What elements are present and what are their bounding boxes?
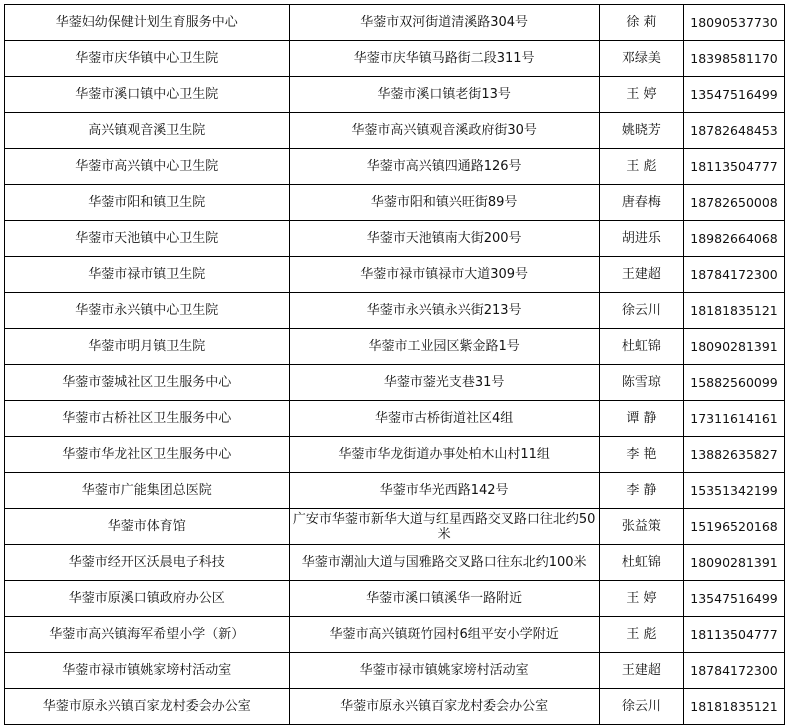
table-body — [5, 5, 785, 725]
contact-person-cell: 王建超 — [599, 257, 683, 293]
address-cell: 华蓥市禄市镇禄市大道309号 — [289, 257, 599, 293]
address-cell: 华蓥市华光西路142号 — [289, 473, 599, 509]
site-name-cell: 华蓥市天池镇中心卫生院 — [5, 221, 290, 257]
phone-cell: 18784172300 — [684, 653, 785, 689]
phone-cell: 18090281391 — [684, 329, 785, 365]
phone-cell: 15882560099 — [684, 365, 785, 401]
phone-cell: 17311614161 — [684, 401, 785, 437]
contact-person-cell: 唐春梅 — [599, 185, 683, 221]
address-cell: 华蓥市潮汕大道与国雅路交叉路口往东北约100米 — [289, 545, 599, 581]
site-name-cell: 华蓥市庆华镇中心卫生院 — [5, 41, 290, 77]
contact-person-cell: 邓绿美 — [599, 41, 683, 77]
site-name-cell: 华蓥市高兴镇中心卫生院 — [5, 149, 290, 185]
contact-person-cell: 王 婷 — [599, 581, 683, 617]
table-row — [5, 545, 785, 581]
table-row — [5, 365, 785, 401]
site-name-cell: 华蓥市阳和镇卫生院 — [5, 185, 290, 221]
address-cell: 华蓥市华龙街道办事处柏木山村11组 — [289, 437, 599, 473]
address-cell: 华蓥市蓥光支巷31号 — [289, 365, 599, 401]
contact-person-cell: 李 艳 — [599, 437, 683, 473]
table-row — [5, 617, 785, 653]
phone-cell: 18090281391 — [684, 545, 785, 581]
contact-person-cell: 李 静 — [599, 473, 683, 509]
address-cell: 华蓥市天池镇南大街200号 — [289, 221, 599, 257]
table-row — [5, 437, 785, 473]
site-name-cell: 华蓥市禄市镇姚家塝村活动室 — [5, 653, 290, 689]
phone-cell: 18090537730 — [684, 5, 785, 41]
phone-cell: 18782650008 — [684, 185, 785, 221]
table-row — [5, 5, 785, 41]
site-name-cell: 华蓥市蓥城社区卫生服务中心 — [5, 365, 290, 401]
site-name-cell: 华蓥市溪口镇中心卫生院 — [5, 77, 290, 113]
address-cell: 华蓥市庆华镇马路街二段311号 — [289, 41, 599, 77]
contact-person-cell: 胡进乐 — [599, 221, 683, 257]
table-row — [5, 257, 785, 293]
table-row — [5, 221, 785, 257]
phone-cell: 18398581170 — [684, 41, 785, 77]
phone-cell: 18782648453 — [684, 113, 785, 149]
address-cell: 广安市华蓥市新华大道与红星西路交叉路口往北约50米 — [289, 509, 599, 545]
site-name-cell: 华蓥市古桥社区卫生服务中心 — [5, 401, 290, 437]
table-row — [5, 185, 785, 221]
contact-person-cell: 王 婷 — [599, 77, 683, 113]
site-name-cell: 华蓥市明月镇卫生院 — [5, 329, 290, 365]
address-cell: 华蓥市古桥街道社区4组 — [289, 401, 599, 437]
table-row — [5, 113, 785, 149]
table-row — [5, 581, 785, 617]
table-row — [5, 149, 785, 185]
site-name-cell: 华蓥市永兴镇中心卫生院 — [5, 293, 290, 329]
address-cell: 华蓥市溪口镇老街13号 — [289, 77, 599, 113]
contact-person-cell: 姚晓芳 — [599, 113, 683, 149]
contact-person-cell: 王建超 — [599, 653, 683, 689]
contact-person-cell: 杜虹锦 — [599, 545, 683, 581]
phone-cell: 15196520168 — [684, 509, 785, 545]
site-name-cell: 华蓥市原永兴镇百家龙村委会办公室 — [5, 689, 290, 725]
contact-person-cell: 张益策 — [599, 509, 683, 545]
site-name-cell: 华蓥市原溪口镇政府办公区 — [5, 581, 290, 617]
site-name-cell: 高兴镇观音溪卫生院 — [5, 113, 290, 149]
address-cell: 华蓥市高兴镇观音溪政府街30号 — [289, 113, 599, 149]
contact-person-cell: 徐云川 — [599, 689, 683, 725]
site-name-cell: 华蓥市高兴镇海军希望小学（新） — [5, 617, 290, 653]
phone-cell: 18982664068 — [684, 221, 785, 257]
address-cell: 华蓥市高兴镇四通路126号 — [289, 149, 599, 185]
table-row — [5, 689, 785, 725]
address-cell: 华蓥市溪口镇溪华一路附近 — [289, 581, 599, 617]
address-cell: 华蓥市双河街道清溪路304号 — [289, 5, 599, 41]
phone-cell: 18113504777 — [684, 617, 785, 653]
contact-person-cell: 徐 莉 — [599, 5, 683, 41]
phone-cell: 13882635827 — [684, 437, 785, 473]
site-name-cell: 华蓥市广能集团总医院 — [5, 473, 290, 509]
phone-cell: 13547516499 — [684, 581, 785, 617]
phone-cell: 18181835121 — [684, 293, 785, 329]
phone-cell: 13547516499 — [684, 77, 785, 113]
address-cell: 华蓥市工业园区紫金路1号 — [289, 329, 599, 365]
contact-person-cell: 陈雪琼 — [599, 365, 683, 401]
phone-cell: 18784172300 — [684, 257, 785, 293]
address-cell: 华蓥市阳和镇兴旺街89号 — [289, 185, 599, 221]
phone-cell: 15351342199 — [684, 473, 785, 509]
address-cell: 华蓥市禄市镇姚家塝村活动室 — [289, 653, 599, 689]
site-name-cell: 华蓥市禄市镇卫生院 — [5, 257, 290, 293]
site-name-cell: 华蓥市华龙社区卫生服务中心 — [5, 437, 290, 473]
address-cell: 华蓥市原永兴镇百家龙村委会办公室 — [289, 689, 599, 725]
site-name-cell: 华蓥市经开区沃晨电子科技 — [5, 545, 290, 581]
contact-person-cell: 王 彪 — [599, 149, 683, 185]
table-row — [5, 401, 785, 437]
table-row — [5, 41, 785, 77]
table-row — [5, 293, 785, 329]
table-row — [5, 509, 785, 545]
address-cell: 华蓥市永兴镇永兴街213号 — [289, 293, 599, 329]
contact-person-cell: 徐云川 — [599, 293, 683, 329]
contact-person-cell: 杜虹锦 — [599, 329, 683, 365]
phone-cell: 18113504777 — [684, 149, 785, 185]
vaccination-sites-table — [4, 4, 785, 725]
contact-person-cell: 王 彪 — [599, 617, 683, 653]
address-cell: 华蓥市高兴镇斑竹园村6组平安小学附近 — [289, 617, 599, 653]
table-row — [5, 77, 785, 113]
table-row — [5, 329, 785, 365]
site-name-cell: 华蓥妇幼保健计划生育服务中心 — [5, 5, 290, 41]
contact-person-cell: 谭 静 — [599, 401, 683, 437]
site-name-cell: 华蓥市体育馆 — [5, 509, 290, 545]
table-row — [5, 473, 785, 509]
phone-cell: 18181835121 — [684, 689, 785, 725]
table-row — [5, 653, 785, 689]
